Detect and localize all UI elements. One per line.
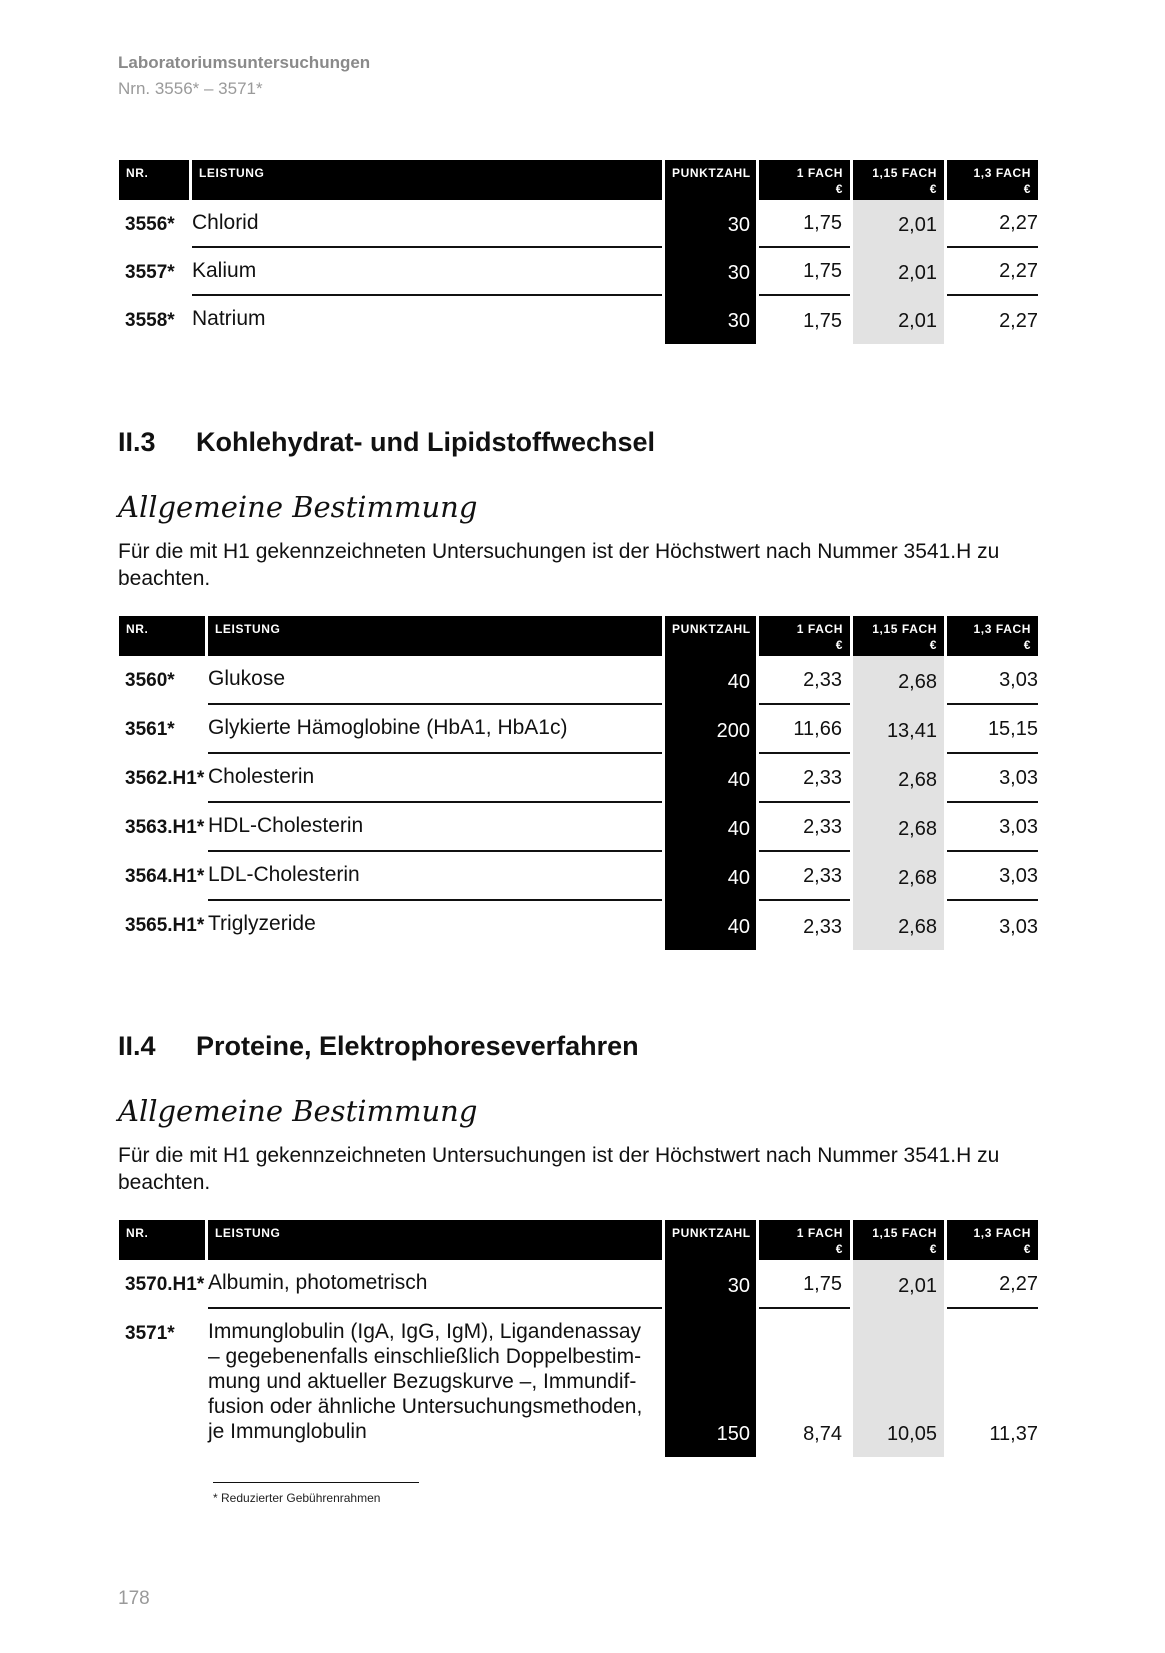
row-1fach: 2,33 <box>803 916 842 938</box>
row-1fach: 2,33 <box>759 754 850 803</box>
row-1fach: 11,66 <box>759 705 850 754</box>
row-punktzahl: 40 <box>665 901 756 950</box>
table-row <box>119 248 1052 296</box>
section-title: Kohlehydrat- und Lipidstoffwechsel <box>196 427 656 457</box>
row-13fach: 11,37 <box>989 1423 1038 1445</box>
row-1fach: 2,33 <box>759 656 850 705</box>
row-leistung: Glukose <box>208 656 662 705</box>
col-115fach-header: 1,15 FACH € <box>853 160 944 200</box>
table-row <box>119 754 1052 803</box>
col-1fach-header: 1 FACH € <box>759 1220 850 1260</box>
col-1fach-header: 1 FACH € <box>759 160 850 200</box>
row-leistung: Albumin, photometrisch <box>208 1260 662 1309</box>
row-115fach: 2,68 <box>853 803 944 852</box>
col-punktzahl-header: PUNKTZAHL <box>665 1220 756 1260</box>
row-115fach: 10,05 <box>853 1309 944 1457</box>
col-nr-header: NR. <box>119 160 189 200</box>
paragraph: Für die mit H1 gekennzeichneten Untersuchungen ist der Höchstwert nach Nummer 3541.H zu beachten. <box>118 540 1000 590</box>
row-punktzahl: 200 <box>665 705 756 754</box>
page-number: 178 <box>118 1588 150 1609</box>
row-nr: 3562.H1* <box>125 768 205 789</box>
col-leistung-header: LEISTUNG <box>208 1220 662 1260</box>
subheading: Allgemeine Bestimmung <box>118 1094 478 1128</box>
row-13fach: 3,03 <box>947 852 1038 901</box>
row-115fach: 2,01 <box>853 296 944 344</box>
section-heading-ii3 <box>118 427 655 458</box>
row-115fach: 2,68 <box>853 901 944 950</box>
row-1fach: 1,75 <box>759 1260 850 1309</box>
row-punktzahl: 40 <box>665 803 756 852</box>
row-1fach: 8,74 <box>803 1423 842 1445</box>
row-1fach: 1,75 <box>759 200 850 248</box>
page-header <box>118 53 370 99</box>
table-header <box>119 160 1052 200</box>
row-leistung: Glykierte Hämoglobine (HbA1, HbA1c) <box>208 705 662 754</box>
table-row <box>119 803 1052 852</box>
table-row <box>119 705 1052 754</box>
table-header <box>119 616 1052 656</box>
row-punktzahl: 40 <box>665 852 756 901</box>
row-nr: 3561* <box>125 719 175 740</box>
row-115fach: 2,01 <box>853 248 944 296</box>
table-row <box>119 1309 1052 1457</box>
row-leistung: Triglyzeride <box>208 912 316 935</box>
fee-table-2 <box>119 616 1052 950</box>
subheading: Allgemeine Bestimmung <box>118 490 478 524</box>
fee-table-1 <box>119 160 1052 344</box>
section-heading-ii4 <box>118 1031 639 1062</box>
row-nr: 3570.H1* <box>125 1274 205 1295</box>
col-13fach-header: 1,3 FACH € <box>947 1220 1038 1260</box>
table-row <box>119 296 1052 344</box>
table-row <box>119 1260 1052 1309</box>
col-punktzahl-header: PUNKTZAHL <box>665 160 756 200</box>
row-13fach: 3,03 <box>947 656 1038 705</box>
table-row <box>119 200 1052 248</box>
col-13fach-header: 1,3 FACH € <box>947 160 1038 200</box>
row-1fach: 2,33 <box>759 852 850 901</box>
row-leistung: Cholesterin <box>208 754 662 803</box>
row-leistung: Natrium <box>192 307 266 330</box>
col-leistung-header: LEISTUNG <box>192 160 662 200</box>
row-leistung: LDL-Cholesterin <box>208 852 662 901</box>
row-1fach: 1,75 <box>759 248 850 296</box>
row-13fach: 15,15 <box>947 705 1038 754</box>
row-13fach: 2,27 <box>947 248 1038 296</box>
col-leistung-header: LEISTUNG <box>208 616 662 656</box>
row-leistung: Chlorid <box>192 200 662 248</box>
row-nr: 3557* <box>125 262 175 283</box>
row-13fach: 2,27 <box>947 1260 1038 1309</box>
table-row <box>119 852 1052 901</box>
footnote: * Reduzierter Gebührenrahmen <box>213 1491 381 1505</box>
row-leistung: Kalium <box>192 248 662 296</box>
col-punktzahl-header: PUNKTZAHL <box>665 616 756 656</box>
row-115fach: 2,01 <box>853 200 944 248</box>
fee-table-3 <box>119 1220 1052 1457</box>
row-nr: 3565.H1* <box>125 915 205 936</box>
row-nr: 3560* <box>125 670 175 691</box>
row-punktzahl: 150 <box>665 1309 756 1457</box>
table-header <box>119 1220 1052 1260</box>
row-1fach: 1,75 <box>803 310 842 332</box>
row-115fach: 13,41 <box>853 705 944 754</box>
col-115fach-header: 1,15 FACH € <box>853 616 944 656</box>
paragraph: Für die mit H1 gekennzeichneten Untersuchungen ist der Höchstwert nach Nummer 3541.H zu beachten. <box>118 1144 1000 1194</box>
row-13fach: 2,27 <box>947 200 1038 248</box>
col-nr-header: NR. <box>119 1220 205 1260</box>
running-title: Laboratoriumsuntersuchungen <box>118 53 371 72</box>
row-1fach: 2,33 <box>759 803 850 852</box>
row-punktzahl: 40 <box>665 754 756 803</box>
row-leistung: HDL-Cholesterin <box>208 803 662 852</box>
row-nr: 3571* <box>125 1323 175 1344</box>
row-115fach: 2,68 <box>853 852 944 901</box>
col-nr-header: NR. <box>119 616 205 656</box>
table-row <box>119 656 1052 705</box>
row-nr: 3563.H1* <box>125 817 205 838</box>
row-115fach: 2,01 <box>853 1260 944 1309</box>
row-13fach: 3,03 <box>947 803 1038 852</box>
row-punktzahl: 30 <box>665 296 756 344</box>
row-punktzahl: 30 <box>665 248 756 296</box>
section-title: Proteine, Elektrophoreseverfahren <box>196 1031 639 1061</box>
footnote-rule <box>213 1482 419 1483</box>
row-13fach: 3,03 <box>947 754 1038 803</box>
table-row <box>119 901 1052 950</box>
col-1fach-header: 1 FACH € <box>759 616 850 656</box>
row-punktzahl: 30 <box>665 1260 756 1309</box>
row-punktzahl: 40 <box>665 656 756 705</box>
section-number: II.3 <box>118 427 156 457</box>
col-13fach-header: 1,3 FACH € <box>947 616 1038 656</box>
row-nr: 3556* <box>125 214 175 235</box>
row-13fach: 3,03 <box>999 916 1038 938</box>
row-leistung: Immunglobulin (IgA, IgG, IgM), Ligandenassay – gegebenenfalls einschließlich Doppelbestim- mung und aktueller Bezugskurve –, Immundif- fusion oder ähnliche Untersuchungsmethoden, je Immunglobulin <box>208 1320 643 1443</box>
col-115fach-header: 1,15 FACH € <box>853 1220 944 1260</box>
row-115fach: 2,68 <box>853 754 944 803</box>
row-115fach: 2,68 <box>853 656 944 705</box>
row-nr: 3564.H1* <box>125 866 205 887</box>
running-subtitle: Nrn. 3556* – 3571* <box>118 79 263 98</box>
row-nr: 3558* <box>125 310 175 331</box>
row-punktzahl: 30 <box>665 200 756 248</box>
section-number: II.4 <box>118 1031 156 1061</box>
row-13fach: 2,27 <box>999 310 1038 332</box>
